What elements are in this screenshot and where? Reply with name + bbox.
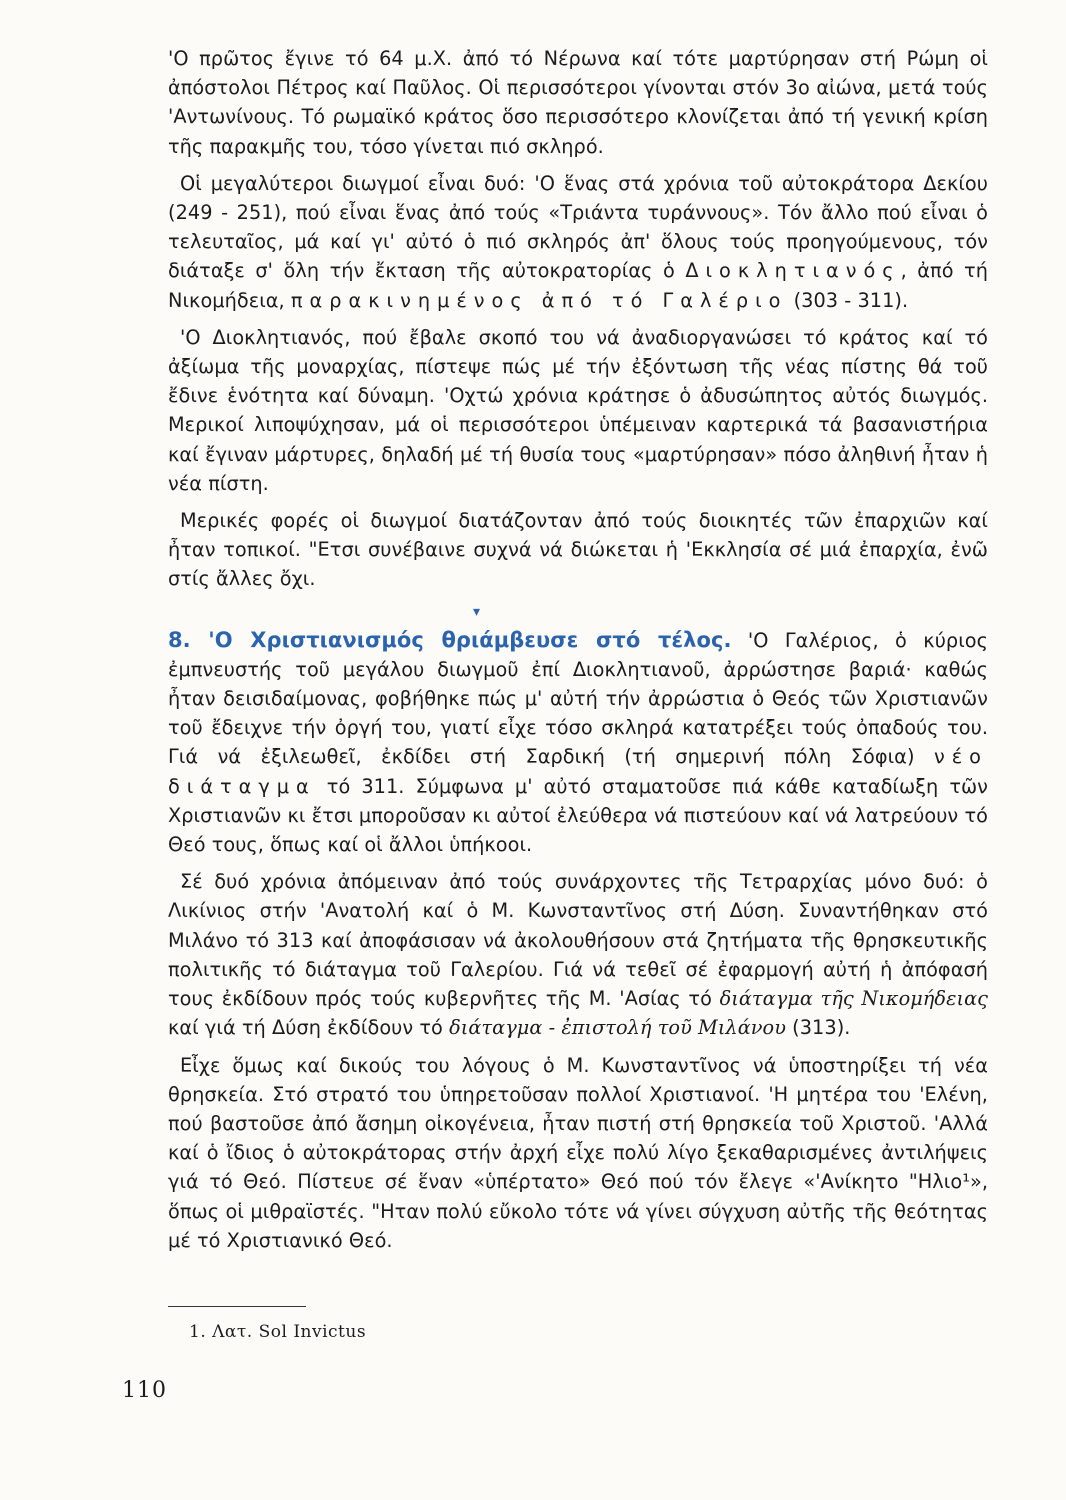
paragraph-5-part-c: τό 311. Σύμφωνα μ' αὐτό σταματοῦσε πιά κάθε καταδίωξη τῶν Χριστιανῶν κι ἔτσι μποροῦσαν κι αὐτοί ἐλεύθερα νά πιστεύουν καί νά λατρεύουν τό Θεό τους, ὅπως καί οἱ ἄλλοι ὑπήκοοι. — [168, 774, 988, 857]
paragraph-2 — [168, 169, 988, 315]
page-number: 110 — [122, 1378, 167, 1403]
paragraph-3: 'Ο Διοκλητιανός, πού ἔβαλε σκοπό του νά ἀναδιοργανώσει τό κράτος καί τό ἀξίωμα τῆς μοναρχίας, πίστεψε πώς μέ τήν ἐξόντωση τῆς νέας πίστης θά τοῦ ἔδινε ἑνότητα καί δύναμη. 'Οχτώ χρόνια κράτησε ὁ ἀδυσώπητος αὐτός διωγμός. Μερικοί λιποψύχησαν, μά οἱ περισσότεροι ὑπέμειναν καρτερικά τά βασανιστήρια καί ἔγιναν μάρτυρες, δηλαδή μέ τή θυσία τους «μαρτύρησαν» πόσο ἀληθινή ἦταν ἡ νέα πίστη. — [168, 325, 988, 495]
footnote: 1. Λατ. Sol Invictus — [189, 1322, 367, 1342]
spaced-phrase-new-edict: νέο διάταγμα — [168, 745, 988, 798]
section-gap — [168, 602, 988, 626]
paragraph-6-part-a: Σέ δυό χρόνια ἀπόμειναν ἀπό τούς συνάρχοντες τῆς Τετραρχίας μόνο δυό: ὁ Λικίνιος στήν 'Ανατολή καί ὁ Μ. Κωνσταντῖνος στή Δύση. Συναντήθηκαν στό Μιλάνο τό 313 καί ἀποφάσισαν νά ἀκολουθήσουν στά ζητήματα τῆς θρησκευτικῆς πολιτικῆς τό διάταγμα τοῦ Γαλερίου. Γιά νά τεθεῖ σέ ἐφαρμογή αὐτή ἡ ἀπόφασή τους ἐκδίδουν πρός τούς κυβερνῆτες τῆς Μ. 'Ασίας τό — [168, 870, 988, 1011]
paragraph-6 — [168, 867, 988, 1042]
paragraph-2-part-c: , ἀπό τή Νικομήδεια, — [168, 259, 988, 312]
paragraph-2-part-e: (303 - 311). — [787, 288, 909, 312]
paragraph-2-part-a: Οἱ μεγαλύτεροι διωγμοί εἶναι δυό: 'Ο ἕνας στά χρόνια τοῦ αὐτοκράτορα Δεκίου (249 - 251), πού εἶναι ἕνας ἀπό τούς «Τριάντα τυράννους». Τόν ἄλλο πού εἶναι ὁ τελευταῖος, μά καί γι' αὐτό ὁ πιό σκληρός ἀπ' ὅλους τούς προηγούμενους, τόν διάταξε σ' ὅλη τήν ἔκταση τῆς αὐτοκρατορίας ὁ — [168, 171, 988, 283]
paragraph-6-part-c: καί γιά τή Δύση ἐκδίδουν τό — [168, 1016, 450, 1040]
stray-mark: ▾ — [473, 604, 481, 620]
italic-edict-milan: διάταγμα - ἐπιστολή τοῦ Μιλάνου — [449, 1016, 786, 1040]
paragraph-4: Μερικές φορές οἱ διωγμοί διατάζονταν ἀπό τούς διοικητές τῶν ἐπαρχιῶν καί ἦταν τοπικοί. "Ετσι συνέβαινε συχνά νά διώκεται ἡ 'Εκκλησία σέ μιά ἐπαρχία, ἐνῶ στίς ἄλλες ὄχι. — [168, 509, 988, 591]
paragraph-7: Εἶχε ὅμως καί δικούς του λόγους ὁ Μ. Κωνσταντῖνος νά ὑποστηρίξει τή νέα θρησκεία. Στό στρατό του ὑπηρετοῦσαν πολλοί Χριστιανοί. 'Η μητέρα του 'Ελένη, πού βαστοῦσε ἀπό ἄσημη οἰκογένεια, ἦταν πιστή στή θρησκεία τοῦ Χριστοῦ. 'Αλλά καί ὁ ἴδιος ὁ αὐτοκράτορας στήν ἀρχή εἶχε πολύ λίγο ξεκαθαρισμένες ἀντιλήψεις γιά τό Θεό. Πίστευε σέ ἕναν «ὑπέρτατο» Θεό πού τόν ἔλεγε «'Ανίκητο "Ηλιο¹», ὅπως οἱ μιθραϊστές. "Ηταν πολύ εὔκολο τότε νά γίνει σύγχυση αὐτῆς τῆς θεότητας μέ τό Χριστιανικό Θεό. — [168, 1053, 988, 1252]
section-heading: 8. 'Ο Χριστιανισμός θριάμβευσε στό τέλος. — [168, 627, 732, 652]
paragraph-5-part-a: 'Ο Γαλέριος, ὁ κύριος ἐμπνευστής τοῦ μεγάλου διωγμοῦ ἐπί Διοκλητιανοῦ, ἀρρώστησε βαριά· καθώς ἦταν δεισιδαίμονας, φοβήθηκε πώς μ' αὐτή τήν ἀρρώστια ὁ Θεός τῶν Χριστιανῶν τοῦ ἔδειχνε τήν ὀργή του, γιατί εἶχε τόσο σκληρά κατατρέξει τούς ὀπαδούς του. Γιά νά ἐξιλεωθεῖ, ἐκδίδει στή Σαρδική (τή σημερινή πόλη Σόφια) — [168, 628, 988, 769]
spaced-name-diocletian: Διοκλητιανός — [685, 259, 901, 283]
paragraph-1: 'Ο πρῶτος ἔγινε τό 64 μ.Χ. ἀπό τό Νέρωνα καί τότε μαρτύρησαν στή Ρώμη οἱ ἀπόστολοι Πέτρος καί Παῦλος. Οἱ περισσότεροι γίνονται στόν 3ο αἰώνα, μετά τούς 'Αντωνίνους. Τό ρωμαϊκό κράτος ὅσο περισσότερο κλονίζεται ἀπό τή γενική κρίση τῆς παρακμῆς του, τόσο γίνεται πιό σκληρό. — [168, 47, 988, 158]
paragraph-5 — [168, 626, 988, 860]
footnote-divider — [168, 1306, 306, 1307]
paragraph-6-part-e: (313). — [785, 1016, 851, 1040]
spaced-phrase-galerius: παρακινημένος ἀπό τό Γαλέριο — [290, 288, 788, 312]
page-body — [168, 44, 988, 1263]
italic-edict-nicomedia: διάταγμα τῆς Νικομήδειας — [719, 987, 988, 1011]
